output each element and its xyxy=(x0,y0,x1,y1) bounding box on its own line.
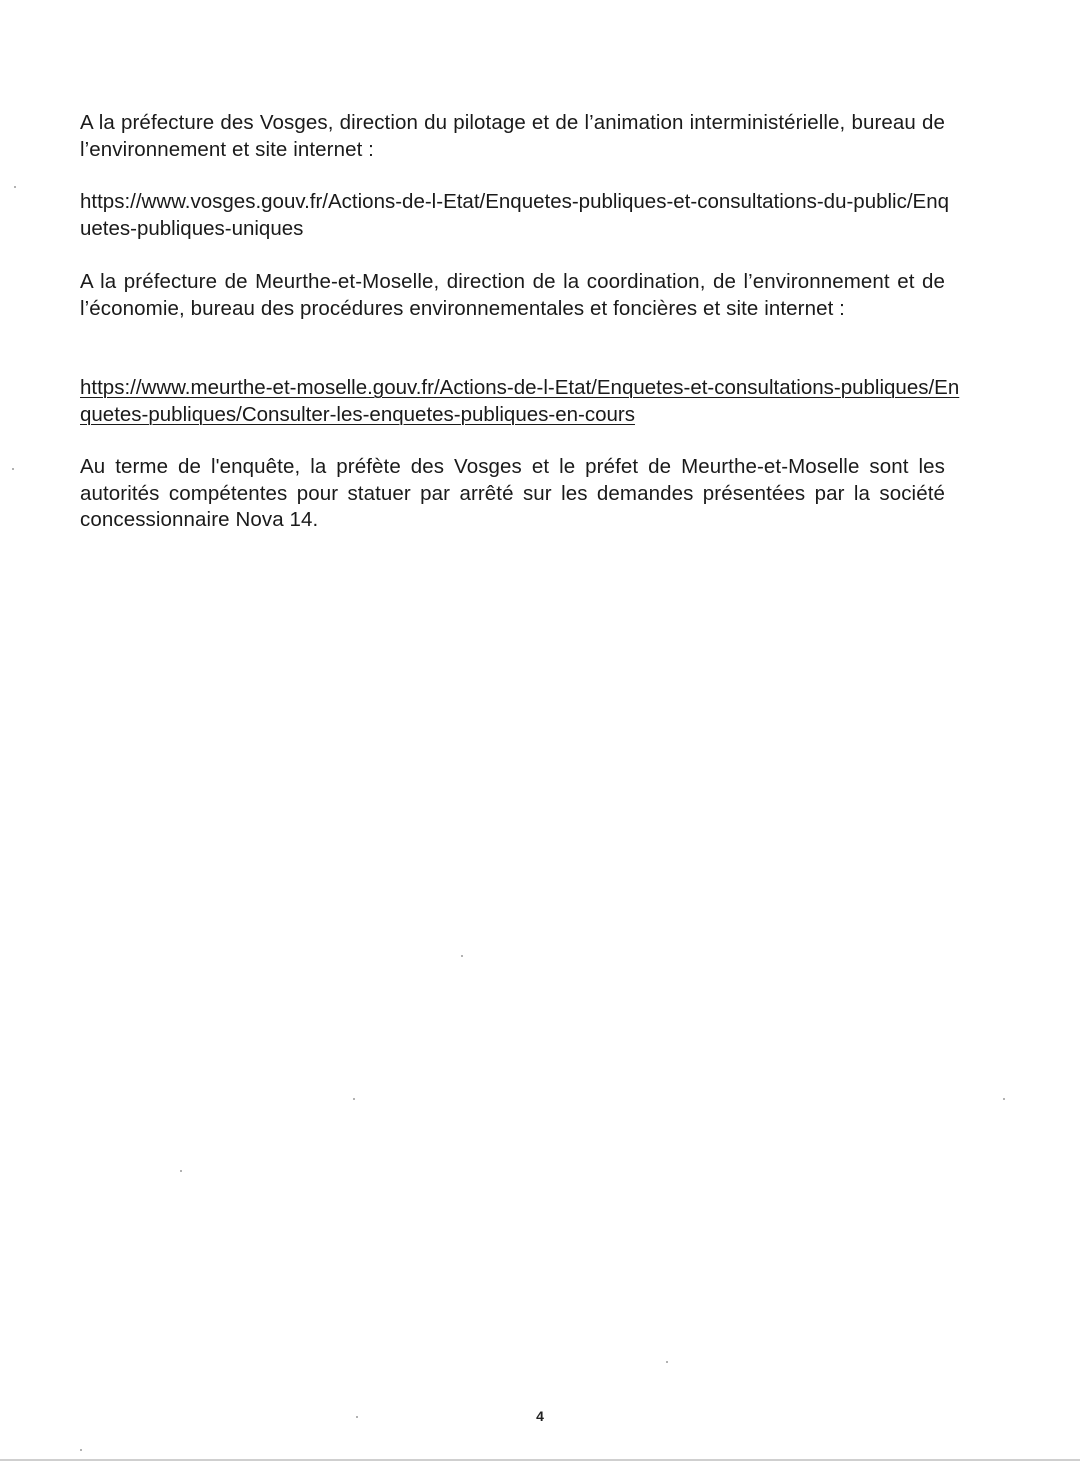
scan-speck xyxy=(461,955,463,957)
scan-speck xyxy=(14,186,16,188)
url-vosges: https://www.vosges.gouv.fr/Actions-de-l-Etat/Enquetes-publiques-et-consultations-du-public/Enquetes-publiques-uniques xyxy=(80,190,950,240)
link-meurthe-et-moselle[interactable]: https://www.meurthe-et-moselle.gouv.fr/Actions-de-l-Etat/Enquetes-et-consultations-publiques/Enquetes-publiques/Consulter-les-enquetes-publiques-en-cours xyxy=(80,376,960,426)
scan-speck xyxy=(1003,1098,1005,1100)
scan-speck xyxy=(666,1361,668,1363)
paragraph-vosges-prefecture: A la préfecture des Vosges, direction du pilotage et de l’animation interministérielle, bureau de l’environnement et site internet : xyxy=(80,111,945,161)
scan-speck xyxy=(180,1170,182,1172)
scan-speck xyxy=(80,1449,82,1451)
scan-speck xyxy=(356,1416,358,1418)
paragraph-conclusion: Au terme de l'enquête, la préfète des Vosges et le préfet de Meurthe-et-Moselle sont les autorités compétentes pour statuer par arrêté sur les demandes présentées par la société concessionnaire Nova 14. xyxy=(80,455,945,531)
paragraph-meurthe-prefecture: A la préfecture de Meurthe-et-Moselle, direction de la coordination, de l’environnement et de l’économie, bureau des procédures environnementales et foncières et site internet : xyxy=(80,270,945,320)
page-number: 4 xyxy=(536,1408,544,1424)
scan-speck xyxy=(353,1098,355,1100)
scan-bottom-edge xyxy=(0,1459,1080,1461)
scan-speck xyxy=(12,468,14,470)
